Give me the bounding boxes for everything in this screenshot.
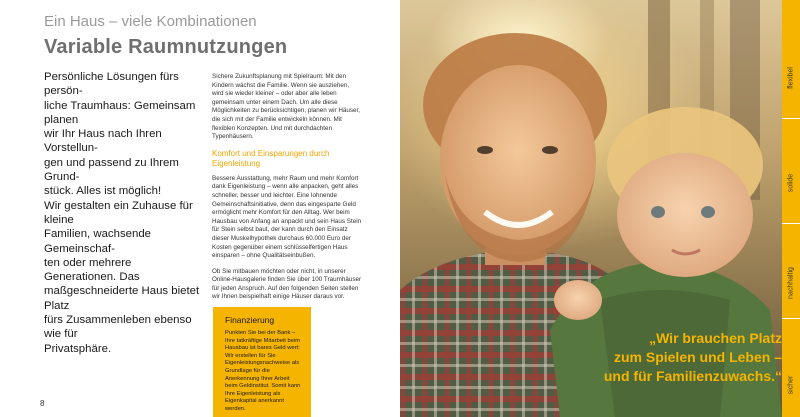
tab-sicher[interactable]	[782, 345, 800, 417]
tab-nachhaltig[interactable]	[782, 243, 800, 323]
finance-box	[213, 307, 311, 417]
lead-line: maßgeschneiderte Haus bietet Platz	[44, 285, 200, 312]
lead-line: Wir gestalten ein Zuhause für kleine	[44, 199, 193, 226]
body-paragraph: Sichere Zukunftsplanung mit Spielraum: Mit den Kindern wächst die Familie. Wenn sie ausziehen, wird sie wieder kleiner – oder aber alle leben gemeinsam unter einem Dach. Um alle diese Möglichkeiten zu berücksichtigen, planen wir Häuser, die sich mit der Familie entwickeln können. Mit flexiblen Konzepten. Und mit durchdachten Typenhäusern.	[212, 73, 361, 141]
tab-divider	[782, 223, 800, 224]
tab-label: flexibel	[787, 67, 795, 89]
section-kicker: Ein Haus – viele Kombinationen	[44, 13, 257, 30]
tab-divider	[782, 318, 800, 319]
quote-line: zum Spielen und Leben –	[613, 349, 782, 365]
lead-line: Persönliche Lösungen fürs persön-	[44, 71, 179, 98]
page-number: 8	[40, 399, 45, 408]
tab-flexibel[interactable]	[782, 38, 800, 118]
quote-line: und für Familienzuwachs.“	[603, 368, 782, 384]
lead-line: fürs Zusammenleben ebenso wie für	[44, 314, 192, 341]
body-paragraph: Bessere Ausstattung, mehr Raum und mehr Komfort dank Eigenleistung – wenn alle anpacken, geht alles schneller, besser und leichter. Eine lohnende Gemeinschaftsinitiative, denn das eingesparte Geld ermöglicht mehr Komfort für den Alltag. Wer beim Hausbau von Anfang an anpackt und sein Haus Stein für Stein selbst baut, der kann durch den Einsatz dieser Muskelhypothek durchaus 60.000 Euro der Kosten gegenüber einem schlüsselfertigen Haus einsparen – ohne Qualitätseinbußen.	[212, 174, 362, 260]
lead-line: wir Ihr Haus nach Ihren Vorstellun-	[44, 128, 162, 155]
lead-line: Privatsphäre.	[44, 342, 112, 355]
quote-line: „Wir brauchen Platz	[649, 330, 782, 346]
finance-box-text: Punkten Sie bei der Bank – Ihre tatkräftige Mitarbeit beim Hausbau ist bares Geld wert: Wir erstellen für Sie Eigenleistungsnachweise als Grundlage für die Anerkennung Ihrer Arbeit beim Geldinstitut. Somit kann Ihre Eigenleistung als Eigenkapital anerkannt werden.	[225, 330, 301, 412]
tab-solide[interactable]	[782, 143, 800, 223]
side-tabs	[782, 0, 800, 417]
body-column	[212, 73, 362, 309]
lead-paragraph	[44, 70, 202, 356]
body-paragraph: Ob Sie mitbauen möchten oder nicht, in unserer Online-Hausgalerie finden Sie über 100 Traumhäuser für jeden Anspruch. Auf den folgenden Seiten stellen wir Ihnen beispielhaft einige Häuser daraus vor.	[212, 267, 362, 301]
body-subheading: Komfort und Einsparungen durch Eigenleistung	[212, 148, 330, 168]
family-photo	[400, 0, 782, 417]
lead-line: ten oder mehrere Generationen. Das	[44, 256, 140, 284]
lead-line: liche Traumhaus: Gemeinsam planen	[44, 99, 196, 126]
tab-label: solide	[787, 173, 795, 193]
lead-line: Familien, wachsende Gemeinschaf-	[44, 228, 151, 255]
lead-line: stück. Alles ist möglich!	[44, 185, 162, 198]
testimonial-quote	[550, 329, 782, 386]
tab-divider	[782, 118, 800, 119]
finance-box-title: Finanzierung	[225, 315, 275, 325]
lead-line: gen und passend zu Ihrem Grund-	[44, 156, 179, 184]
tab-label: nachhaltig	[787, 267, 795, 299]
tab-label: sicher	[787, 375, 795, 395]
page-title: Variable Raumnutzungen	[44, 36, 288, 58]
